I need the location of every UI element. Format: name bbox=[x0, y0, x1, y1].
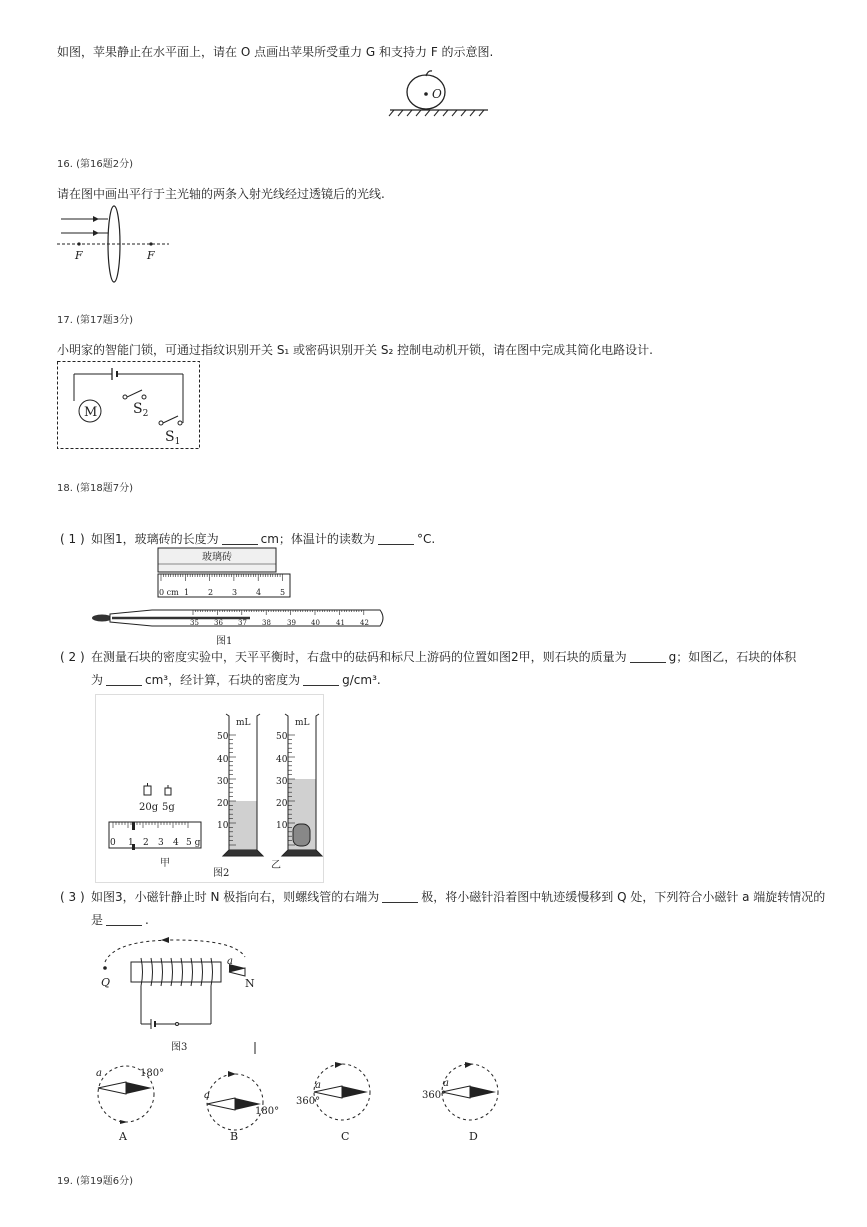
option-d-angle: 360° bbox=[422, 1090, 447, 1101]
cyl1-tick-40: 40 bbox=[217, 755, 229, 765]
scale-tick-2: 2 bbox=[143, 838, 149, 848]
q18-p1-number: ( 1 ) bbox=[60, 532, 85, 546]
answer-blank-pole bbox=[382, 902, 418, 903]
q18-p3-line2 bbox=[91, 912, 149, 928]
svg-text:S1 bbox=[165, 429, 180, 447]
s1-label: S bbox=[165, 429, 175, 445]
cyl2-tick-40: 40 bbox=[276, 755, 288, 765]
q16-text: 请在图中画出平行于主光轴的两条入射光线经过透镜后的光线. bbox=[57, 187, 385, 201]
answer-blank-density bbox=[303, 685, 339, 686]
apple-diagram bbox=[386, 70, 496, 120]
q18-p2-number: ( 2 ) bbox=[60, 650, 85, 664]
answer-blank-mass bbox=[630, 662, 666, 663]
option-c-letter: C bbox=[341, 1130, 350, 1143]
option-a-angle: 180° bbox=[140, 1068, 165, 1079]
q18-p3-c: 是 bbox=[91, 913, 104, 927]
apple-point-label: O bbox=[432, 87, 442, 101]
answer-blank-option bbox=[106, 925, 142, 926]
q18-p2-b: g；如图乙，石块的体积 bbox=[668, 650, 797, 664]
cyl2-tick-50: 50 bbox=[276, 732, 288, 742]
motor-label: M bbox=[84, 405, 98, 420]
q18-header: 18. (第18题7分) bbox=[57, 483, 133, 494]
figure-3-caption: 图3 bbox=[171, 1042, 188, 1053]
cyl2-unit: mL bbox=[295, 718, 310, 728]
answer-blank-length bbox=[222, 544, 258, 545]
point-q-label: Q bbox=[101, 976, 111, 989]
lens-diagram bbox=[57, 204, 172, 284]
q18-p2-line2 bbox=[91, 672, 381, 688]
thermo-tick-37: 37 bbox=[238, 619, 247, 627]
s1-subscript: 1 bbox=[174, 437, 181, 447]
figure-3 bbox=[95, 932, 260, 1057]
answer-blank-temperature bbox=[378, 544, 414, 545]
cyl1-tick-10: 10 bbox=[217, 821, 229, 831]
thermo-tick-38: 38 bbox=[262, 619, 271, 627]
glass-brick-label: 玻璃砖 bbox=[202, 552, 232, 563]
figure-2-caption: 图2 bbox=[213, 868, 230, 879]
figure-2 bbox=[95, 694, 325, 884]
option-d-letter: D bbox=[469, 1130, 478, 1143]
thermo-tick-42: 42 bbox=[360, 619, 369, 627]
option-c-a-label: a bbox=[315, 1080, 321, 1091]
option-a-a-label: a bbox=[96, 1068, 102, 1079]
ruler1-tick-1: 1 bbox=[184, 588, 190, 597]
s2-subscript: 2 bbox=[142, 409, 149, 419]
cyl1-tick-50: 50 bbox=[217, 732, 229, 742]
weight-5g: 5g bbox=[162, 802, 175, 813]
thermo-tick-40: 40 bbox=[311, 619, 320, 627]
thermo-tick-41: 41 bbox=[336, 619, 345, 627]
q19-header: 19. (第19题6分) bbox=[57, 1176, 133, 1187]
q18-p3-d: . bbox=[145, 913, 149, 927]
thermo-tick-36: 36 bbox=[214, 619, 223, 627]
q18-p1-line bbox=[91, 531, 435, 547]
needle-a-label: a bbox=[227, 956, 233, 967]
q18-p2-line1 bbox=[91, 649, 796, 665]
q18-p3-line1 bbox=[91, 889, 825, 905]
ruler1-tick-5: 5 bbox=[280, 588, 286, 597]
needle-n-label: N bbox=[245, 977, 255, 990]
scale-tick-5: 5 g bbox=[186, 838, 201, 848]
svg-text:S2 bbox=[133, 401, 148, 419]
cyl1-tick-30: 30 bbox=[217, 777, 229, 787]
scale-tick-0: 0 bbox=[110, 838, 116, 848]
ruler1-tick-4: 4 bbox=[256, 588, 262, 597]
q18-p1-a: 如图1，玻璃砖的长度为 bbox=[91, 532, 219, 546]
cylinder-2 bbox=[276, 714, 322, 856]
q18-p2-e: g/cm³. bbox=[342, 673, 381, 687]
thermo-tick-39: 39 bbox=[287, 619, 296, 627]
focus-left-label: F bbox=[75, 249, 83, 262]
cyl1-unit: mL bbox=[236, 718, 251, 728]
cyl2-tick-20: 20 bbox=[276, 799, 288, 809]
option-b-angle: 180° bbox=[255, 1106, 280, 1117]
cyl2-tick-10: 10 bbox=[276, 821, 288, 831]
circuit-diagram bbox=[57, 361, 202, 451]
scale-tick-1: 1 bbox=[128, 838, 134, 848]
cyl1-tick-20: 20 bbox=[217, 799, 229, 809]
figure-1-caption: 图1 bbox=[216, 636, 233, 647]
option-c-angle: 360° bbox=[296, 1096, 321, 1107]
option-a-letter: A bbox=[119, 1130, 127, 1143]
weight-20g: 20g bbox=[139, 802, 159, 813]
q18-p3-number: ( 3 ) bbox=[60, 890, 85, 904]
option-d-diagram bbox=[420, 1058, 510, 1148]
ruler1-tick-0: 0 cm bbox=[159, 588, 179, 597]
q18-p3-b: 极，将小磁针沿着图中轨迹缓慢移到 Q 处，下列符合小磁针 a 端旋转情况的 bbox=[421, 890, 826, 904]
option-b-diagram bbox=[198, 1062, 283, 1147]
q17-header: 17. (第17题3分) bbox=[57, 315, 133, 326]
thermo-tick-35: 35 bbox=[190, 619, 199, 627]
label-jia: 甲 bbox=[160, 858, 170, 869]
q18-p2-c: 为 bbox=[91, 673, 104, 687]
figure-1 bbox=[90, 548, 390, 648]
s2-label: S bbox=[133, 401, 143, 417]
option-a-diagram bbox=[90, 1062, 170, 1147]
q18-p3-a: 如图3，小磁针静止时 N 极指向右，则螺线管的右端为 bbox=[91, 890, 380, 904]
q16-header: 16. (第16题2分) bbox=[57, 159, 133, 170]
q18-p2-d: cm³，经计算，石块的密度为 bbox=[145, 673, 301, 687]
q18-p2-a: 在测量石块的密度实验中，天平平衡时，右盘中的砝码和标尺上游码的位置如图2甲，则石块的质量为 bbox=[91, 650, 627, 664]
ruler1-tick-3: 3 bbox=[232, 588, 238, 597]
option-d-a-label: a bbox=[443, 1078, 449, 1089]
cyl2-tick-30: 30 bbox=[276, 777, 288, 787]
answer-blank-volume bbox=[106, 685, 142, 686]
q17-text: 小明家的智能门锁，可通过指纹识别开关 S₁ 或密码识别开关 S₂ 控制电动机开锁，请在图中完成其简化电路设计. bbox=[57, 343, 653, 357]
option-c-diagram bbox=[295, 1058, 380, 1148]
q18-p1-b: cm；体温计的读数为 bbox=[260, 532, 375, 546]
option-b-letter: B bbox=[230, 1130, 239, 1143]
label-yi: 乙 bbox=[271, 860, 281, 871]
option-b-a-label: a bbox=[204, 1090, 210, 1101]
cylinder-1 bbox=[217, 714, 263, 856]
focus-right-label: F bbox=[147, 249, 155, 262]
scale-tick-3: 3 bbox=[158, 838, 164, 848]
q15-text: 如图，苹果静止在水平面上，请在 O 点画出苹果所受重力 G 和支持力 F 的示意图. bbox=[57, 45, 494, 59]
scale-tick-4: 4 bbox=[173, 838, 179, 848]
q18-p1-c: °C. bbox=[416, 532, 436, 546]
ruler1-tick-2: 2 bbox=[208, 588, 214, 597]
